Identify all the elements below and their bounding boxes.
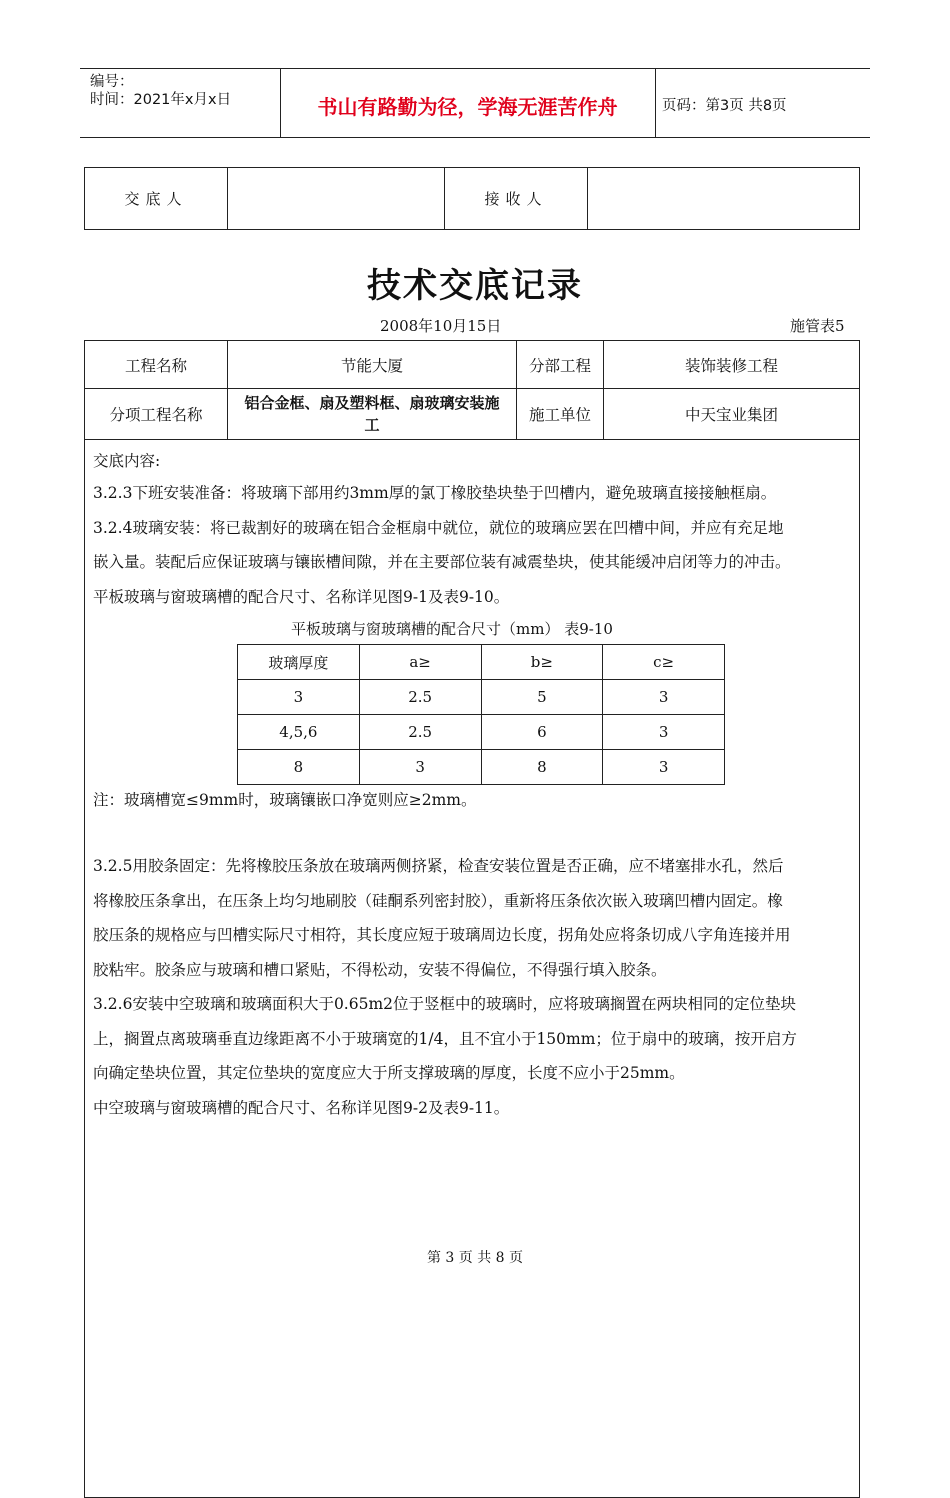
paragraph: 胶粘牢。胶条应与玻璃和槽口紧贴，不得松动，安装不得偏位，不得强行填入胶条。 bbox=[93, 960, 667, 979]
paragraph: 3.2.6安装中空玻璃和玻璃面积大于0.65m2位于竖框中的玻璃时，应将玻璃搁置在两块相同的定位垫块 bbox=[93, 995, 797, 1013]
table-cell: 2.5 bbox=[359, 715, 481, 750]
paragraph: 上，搁置点离玻璃垂直边缘距离不小于玻璃宽的1/4，且不宜小于150mm；位于扇中的玻璃，按开启方 bbox=[93, 1029, 797, 1048]
table-cell: 4,5,6 bbox=[238, 715, 360, 750]
table-cell: 2.5 bbox=[359, 680, 481, 715]
table-caption: 平板玻璃与窗玻璃槽的配合尺寸（mm） 表9-10 bbox=[291, 620, 613, 638]
receiver-signature-cell[interactable] bbox=[588, 168, 860, 230]
table-header-cell: a≥ bbox=[359, 645, 481, 680]
contractor-value: 中天宝业集团 bbox=[604, 389, 860, 440]
paragraph: 胶压条的规格应与凹槽实际尺寸相符，其长度应短于玻璃周边长度，拐角处应将条切成八字角连接并用 bbox=[93, 926, 791, 944]
table-header-cell: b≥ bbox=[481, 645, 603, 680]
paragraph: 3.2.5用胶条固定：先将橡胶压条放在玻璃两侧挤紧，检查安装位置是否正确，应不堵塞排水孔，然后 bbox=[93, 857, 784, 875]
page-title: 技术交底记录 bbox=[367, 266, 583, 306]
paragraph: 将橡胶压条拿出，在压条上均匀地刷胶（硅酮系列密封胶），重新将压条依次嵌入玻璃凹槽内固定。橡 bbox=[93, 891, 783, 910]
table-header-row bbox=[238, 645, 725, 680]
glass-fit-table bbox=[237, 644, 725, 785]
table-cell: 6 bbox=[481, 715, 603, 750]
subitem-label: 分项工程名称 bbox=[85, 389, 228, 440]
division-value: 装饰装修工程 bbox=[604, 341, 860, 389]
division-label: 分部工程 bbox=[517, 341, 604, 389]
signature-table bbox=[84, 167, 860, 230]
header-page-info: 页码：第3页 共8页 bbox=[662, 98, 787, 114]
table-header-cell: 玻璃厚度 bbox=[238, 645, 360, 680]
header-motto: 书山有路勤为径，学海无涯苦作舟 bbox=[317, 95, 618, 119]
content-cell bbox=[85, 440, 860, 1498]
paragraph: 嵌入量。装配后应保证玻璃与镶嵌槽间隙，并在主要部位装有减震垫块，使其能缓冲启闭等力的冲击。 bbox=[93, 553, 791, 571]
table-cell: 3 bbox=[603, 750, 725, 785]
project-name-label: 工程名称 bbox=[85, 341, 228, 389]
table-row bbox=[238, 750, 725, 785]
table-note: 注：玻璃槽宽≤9mm时，玻璃镶嵌口净宽则应≥2mm。 bbox=[93, 791, 477, 809]
handover-signature-cell[interactable] bbox=[228, 168, 445, 230]
record-date: 2008年10月15日 bbox=[380, 317, 502, 335]
subitem-value: 铝合金框、扇及塑料框、扇玻璃安装施工 bbox=[228, 389, 517, 440]
header-divider bbox=[655, 69, 656, 137]
document-number-label: 编号： bbox=[90, 74, 134, 90]
handover-label: 交底人 bbox=[85, 168, 228, 230]
paragraph: 中空玻璃与窗玻璃槽的配合尺寸、名称详见图9-2及表9-11。 bbox=[93, 1098, 510, 1117]
paragraph: 3.2.4玻璃安装：将已裁割好的玻璃在铝合金框扇中就位，就位的玻璃应罢在凹槽中间，并应有充足地 bbox=[93, 518, 784, 537]
table-cell: 3 bbox=[359, 750, 481, 785]
contractor-label: 施工单位 bbox=[517, 389, 604, 440]
document-time: 时间：2021年x月x日 bbox=[90, 92, 232, 108]
table-cell: 3 bbox=[238, 680, 360, 715]
table-row bbox=[238, 680, 725, 715]
spacer bbox=[93, 815, 851, 849]
paragraph: 3.2.3下班安装准备：将玻璃下部用约3mm厚的氯丁橡胶垫块垫于凹槽内，避免玻璃直接接触框扇。 bbox=[93, 484, 777, 502]
table-row bbox=[238, 715, 725, 750]
form-number: 施管表5 bbox=[790, 317, 845, 335]
project-name-value: 节能大厦 bbox=[228, 341, 517, 389]
receiver-label: 接收人 bbox=[445, 168, 588, 230]
table-cell: 3 bbox=[603, 680, 725, 715]
table-cell: 8 bbox=[481, 750, 603, 785]
table-cell: 8 bbox=[238, 750, 360, 785]
page-footer: 第 3 页 共 8 页 bbox=[426, 1250, 524, 1266]
table-cell: 5 bbox=[481, 680, 603, 715]
content-heading: 交底内容: bbox=[93, 452, 161, 470]
header-meta bbox=[90, 73, 231, 109]
table-cell: 3 bbox=[603, 715, 725, 750]
table-header-cell: c≥ bbox=[603, 645, 725, 680]
paragraph: 向确定垫块位置，其定位垫块的宽度应大于所支撑玻璃的厚度，长度不应小于25mm。 bbox=[93, 1064, 685, 1082]
paragraph: 平板玻璃与窗玻璃槽的配合尺寸、名称详见图9-1及表9-10。 bbox=[93, 587, 510, 606]
record-table bbox=[84, 340, 860, 1498]
page-header bbox=[80, 68, 870, 138]
